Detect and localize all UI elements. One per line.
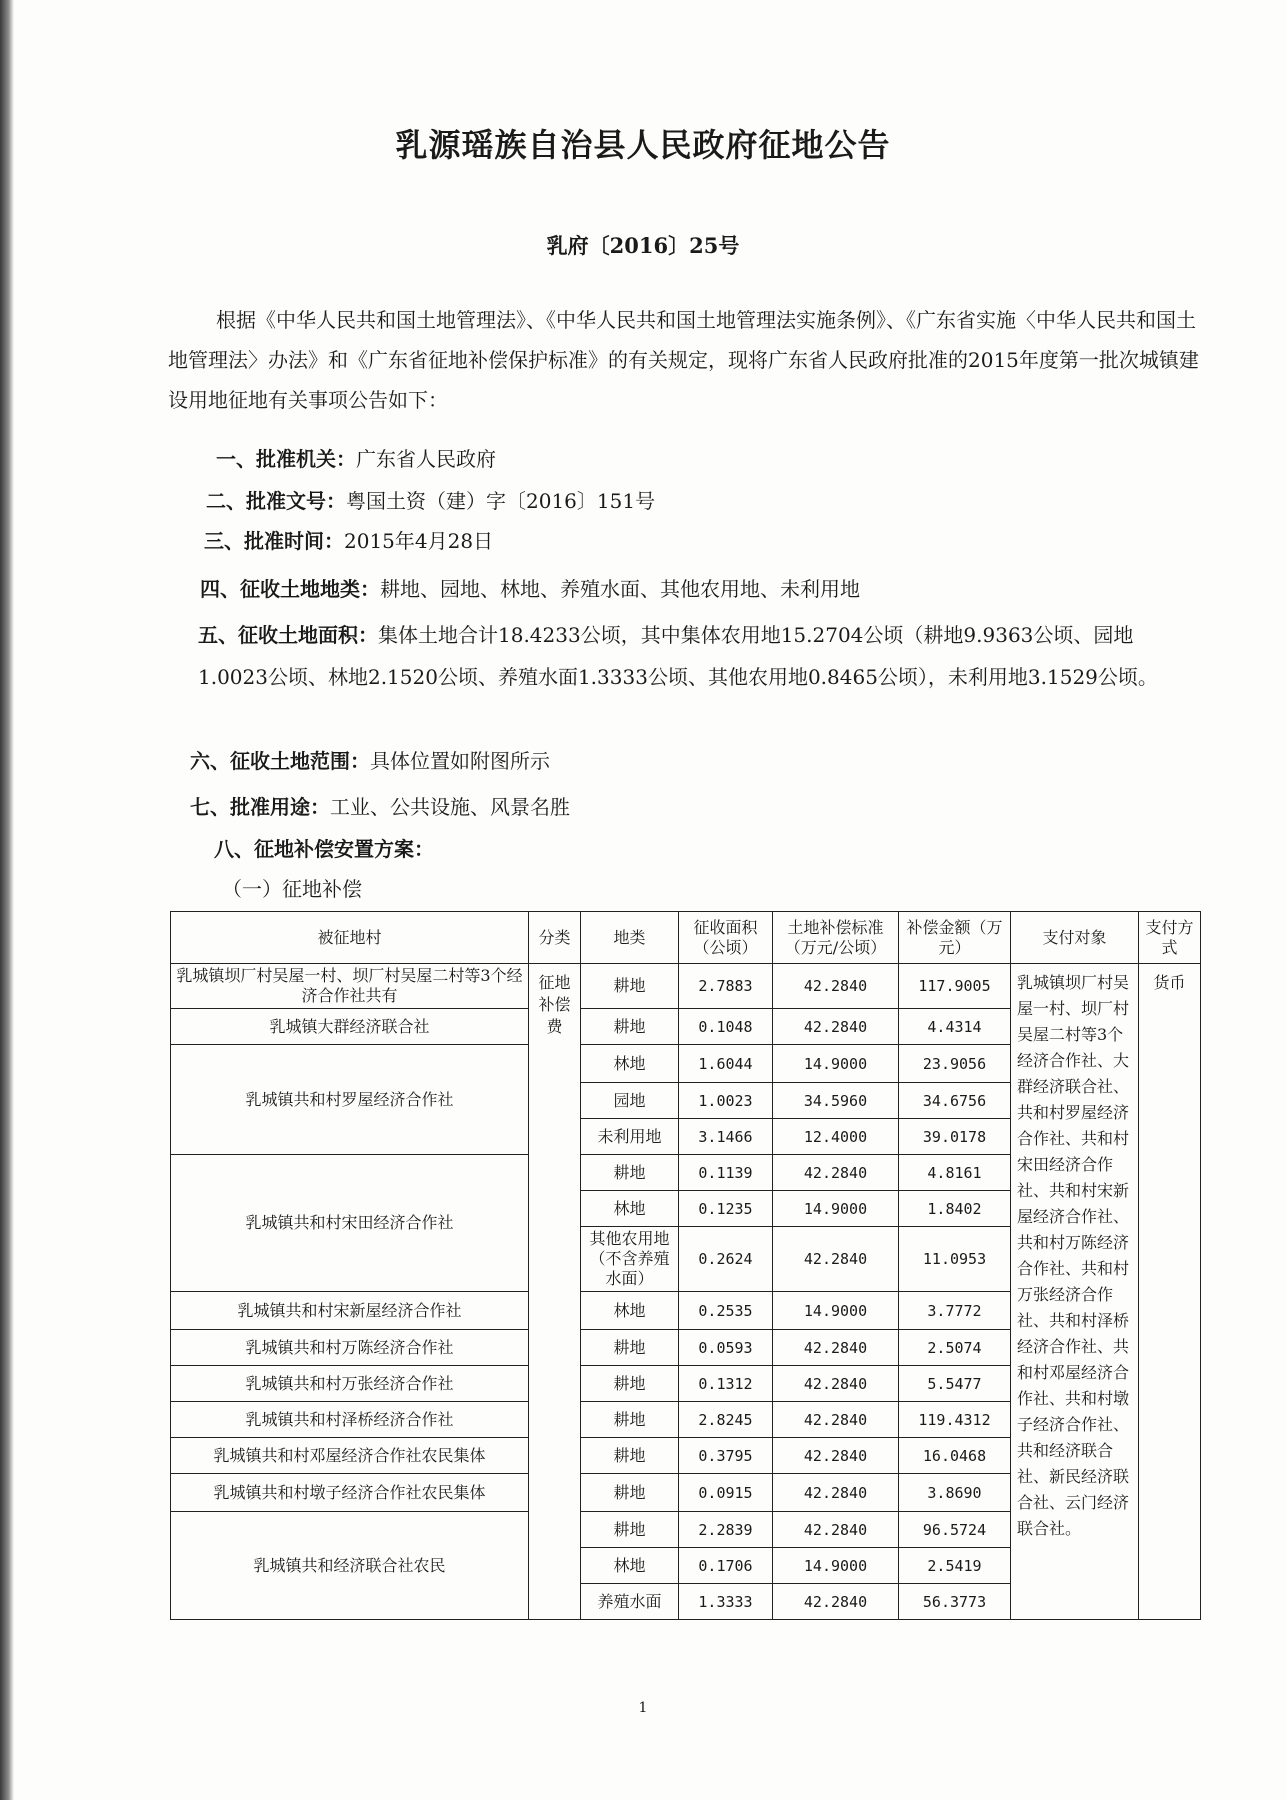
header-standard: 土地补偿标准（万元/公顷） xyxy=(773,912,899,964)
area-cell: 3.1466 xyxy=(679,1119,773,1155)
area-cell: 0.1048 xyxy=(679,1009,773,1045)
area-cell: 0.1139 xyxy=(679,1155,773,1191)
area-cell: 1.3333 xyxy=(679,1584,773,1620)
item-label: 三、批准时间： xyxy=(204,529,344,553)
compensation-table xyxy=(170,911,1201,1620)
land-type-cell: 耕地 xyxy=(581,1009,679,1045)
amount-cell: 3.7772 xyxy=(899,1292,1011,1330)
amount-cell: 4.4314 xyxy=(899,1009,1011,1045)
payee-cell: 乳城镇坝厂村吴屋一村、坝厂村吴屋二村等3个经济合作社、大群经济联合社、共和村罗屋经济合作社、共和村宋田经济合作社、共和村宋新屋经济合作社、共和村万陈经济合作社、共和村万张经济合作社、共和村泽桥经济合作社、共和村邓屋经济合作社、共和村墩子经济合作社、共和经济联合社、新民经济联合社、云门经济联合社。 xyxy=(1011,964,1139,1620)
item-text: 集体土地合计18.4233公顷，其中集体农用地15.2704公顷（耕地9.9363公顷、园地1.0023公顷、林地2.1520公顷、养殖水面1.3333公顷、其他农用地0.8465公顷），未利用地3.1529公顷。 xyxy=(198,623,1158,689)
land-type-cell: 林地 xyxy=(581,1191,679,1227)
area-cell: 2.7883 xyxy=(679,964,773,1009)
standard-cell: 42.2840 xyxy=(773,1330,899,1366)
standard-cell: 14.9000 xyxy=(773,1548,899,1584)
area-cell: 0.2624 xyxy=(679,1227,773,1292)
header-category: 分类 xyxy=(529,912,581,964)
amount-cell: 23.9056 xyxy=(899,1045,1011,1083)
table-header-row xyxy=(171,912,1201,964)
village-name-cell: 乳城镇大群经济联合社 xyxy=(171,1009,529,1045)
standard-cell: 42.2840 xyxy=(773,1584,899,1620)
item-text: 具体位置如附图所示 xyxy=(370,749,550,773)
table-row xyxy=(171,964,1201,1009)
land-type-cell: 园地 xyxy=(581,1083,679,1119)
standard-cell: 42.2840 xyxy=(773,1402,899,1438)
amount-cell: 39.0178 xyxy=(899,1119,1011,1155)
item-approved-use xyxy=(190,788,570,826)
standard-cell: 42.2840 xyxy=(773,1474,899,1512)
standard-cell: 34.5960 xyxy=(773,1083,899,1119)
amount-cell: 119.4312 xyxy=(899,1402,1011,1438)
land-type-cell: 耕地 xyxy=(581,1402,679,1438)
land-type-cell: 耕地 xyxy=(581,1366,679,1402)
item-approval-date xyxy=(204,522,493,560)
subsection-heading: （一）征地补偿 xyxy=(222,877,362,901)
standard-cell: 42.2840 xyxy=(773,964,899,1009)
standard-cell: 12.4000 xyxy=(773,1119,899,1155)
amount-cell: 16.0468 xyxy=(899,1438,1011,1474)
amount-cell: 4.8161 xyxy=(899,1155,1011,1191)
land-type-cell: 未利用地 xyxy=(581,1119,679,1155)
document-title: 乳源瑶族自治县人民政府征地公告 xyxy=(395,126,891,164)
item-label: 一、批准机关： xyxy=(216,447,356,471)
area-cell: 1.6044 xyxy=(679,1045,773,1083)
item-label: 四、征收土地地类： xyxy=(200,577,380,601)
item-label: 二、批准文号： xyxy=(206,489,346,513)
area-cell: 0.1312 xyxy=(679,1366,773,1402)
amount-cell: 11.0953 xyxy=(899,1227,1011,1292)
area-cell: 0.3795 xyxy=(679,1438,773,1474)
category-cell: 征地补偿费 xyxy=(529,964,581,1620)
header-payee: 支付对象 xyxy=(1011,912,1139,964)
standard-cell: 42.2840 xyxy=(773,1366,899,1402)
amount-cell: 34.6756 xyxy=(899,1083,1011,1119)
village-name-cell: 乳城镇共和村泽桥经济合作社 xyxy=(171,1402,529,1438)
amount-cell: 5.5477 xyxy=(899,1366,1011,1402)
standard-cell: 14.9000 xyxy=(773,1191,899,1227)
area-cell: 2.2839 xyxy=(679,1512,773,1548)
item-approval-doc xyxy=(206,482,655,520)
area-cell: 0.1235 xyxy=(679,1191,773,1227)
amount-cell: 56.3773 xyxy=(899,1584,1011,1620)
village-name-cell: 乳城镇共和村罗屋经济合作社 xyxy=(171,1045,529,1155)
intro-paragraph: 根据《中华人民共和国土地管理法》、《中华人民共和国土地管理法实施条例》、《广东省实施〈中华人民共和国土地管理法〉办法》和《广东省征地补偿保护标准》的有关规定，现将广东省人民政府批准的2015年度第一批次城镇建设用地征地有关事项公告如下： xyxy=(168,308,1199,412)
land-type-cell: 养殖水面 xyxy=(581,1584,679,1620)
amount-cell: 2.5419 xyxy=(899,1548,1011,1584)
area-cell: 0.1706 xyxy=(679,1548,773,1584)
area-cell: 0.2535 xyxy=(679,1292,773,1330)
land-type-cell: 耕地 xyxy=(581,964,679,1009)
standard-cell: 42.2840 xyxy=(773,1438,899,1474)
amount-cell: 2.5074 xyxy=(899,1330,1011,1366)
document-number: 乳府〔2016〕25号 xyxy=(546,233,740,258)
item-text: 广东省人民政府 xyxy=(356,447,496,471)
land-type-cell: 耕地 xyxy=(581,1330,679,1366)
page-number: 1 xyxy=(638,1700,648,1716)
item-text: 粤国土资（建）字〔2016〕151号 xyxy=(346,489,656,513)
amount-cell: 117.9005 xyxy=(899,964,1011,1009)
land-type-cell: 耕地 xyxy=(581,1474,679,1512)
item-label: 六、征收土地范围： xyxy=(190,749,370,773)
standard-cell: 14.9000 xyxy=(773,1292,899,1330)
item-text: 耕地、园地、林地、养殖水面、其他农用地、未利用地 xyxy=(380,577,860,601)
scan-shadow-edge xyxy=(0,0,14,1800)
land-type-cell: 林地 xyxy=(581,1045,679,1083)
land-type-cell: 林地 xyxy=(581,1292,679,1330)
area-cell: 2.8245 xyxy=(679,1402,773,1438)
village-name-cell: 乳城镇共和村万张经济合作社 xyxy=(171,1366,529,1402)
standard-cell: 42.2840 xyxy=(773,1227,899,1292)
payment-method-cell: 货币 xyxy=(1139,964,1201,1620)
item-land-scope xyxy=(190,742,550,780)
item-compensation-plan xyxy=(214,830,434,868)
item-label: 七、批准用途： xyxy=(190,795,330,819)
land-type-cell: 耕地 xyxy=(581,1155,679,1191)
item-land-types xyxy=(200,570,860,608)
village-name-cell: 乳城镇共和村万陈经济合作社 xyxy=(171,1330,529,1366)
standard-cell: 14.9000 xyxy=(773,1045,899,1083)
village-name-cell: 乳城镇共和村宋新屋经济合作社 xyxy=(171,1292,529,1330)
header-village: 被征地村 xyxy=(171,912,529,964)
land-type-cell: 耕地 xyxy=(581,1438,679,1474)
standard-cell: 42.2840 xyxy=(773,1512,899,1548)
land-type-cell: 其他农用地（不含养殖水面） xyxy=(581,1227,679,1292)
item-land-area xyxy=(198,614,1198,698)
village-name-cell: 乳城镇共和经济联合社农民 xyxy=(171,1512,529,1620)
area-cell: 0.0593 xyxy=(679,1330,773,1366)
table-body xyxy=(171,964,1201,1620)
village-name-cell: 乳城镇共和村邓屋经济合作社农民集体 xyxy=(171,1438,529,1474)
amount-cell: 3.8690 xyxy=(899,1474,1011,1512)
village-name-cell: 乳城镇共和村宋田经济合作社 xyxy=(171,1155,529,1292)
amount-cell: 96.5724 xyxy=(899,1512,1011,1548)
area-cell: 0.0915 xyxy=(679,1474,773,1512)
land-type-cell: 耕地 xyxy=(581,1512,679,1548)
header-amount: 补偿金额（万元） xyxy=(899,912,1011,964)
village-name-cell: 乳城镇坝厂村吴屋一村、坝厂村吴屋二村等3个经济合作社共有 xyxy=(171,964,529,1009)
item-approval-authority xyxy=(216,440,496,478)
amount-cell: 1.8402 xyxy=(899,1191,1011,1227)
land-type-cell: 林地 xyxy=(581,1548,679,1584)
item-text: 工业、公共设施、风景名胜 xyxy=(330,795,570,819)
item-text: 2015年4月28日 xyxy=(344,529,494,553)
item-label: 五、征收土地面积： xyxy=(198,623,378,647)
standard-cell: 42.2840 xyxy=(773,1009,899,1045)
header-payment-method: 支付方式 xyxy=(1139,912,1201,964)
village-name-cell: 乳城镇共和村墩子经济合作社农民集体 xyxy=(171,1474,529,1512)
item-label: 八、征地补偿安置方案： xyxy=(214,837,434,861)
header-land-type: 地类 xyxy=(581,912,679,964)
standard-cell: 42.2840 xyxy=(773,1155,899,1191)
area-cell: 1.0023 xyxy=(679,1083,773,1119)
header-area: 征收面积（公顷） xyxy=(679,912,773,964)
